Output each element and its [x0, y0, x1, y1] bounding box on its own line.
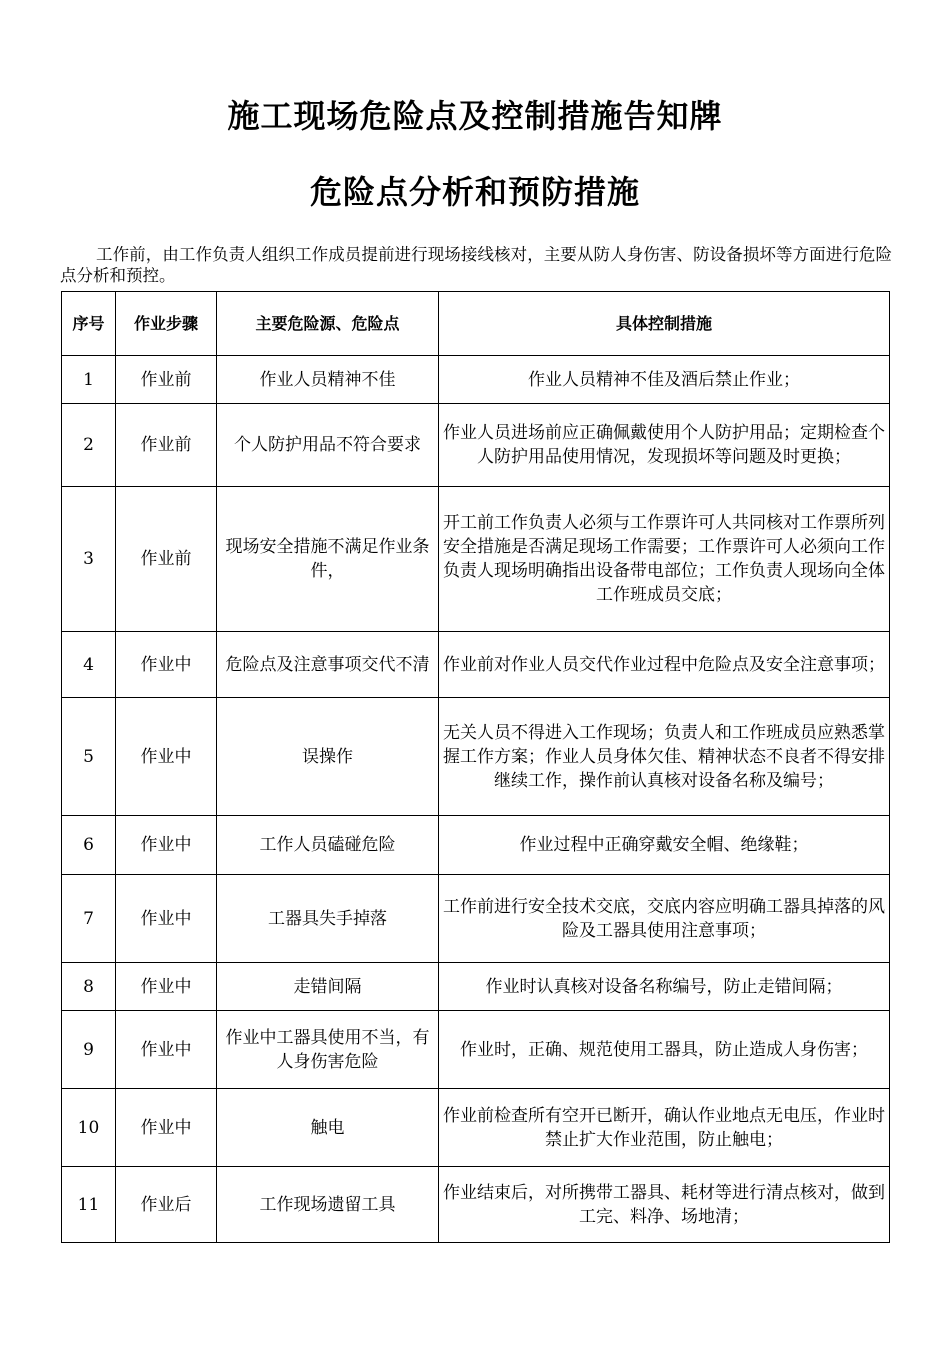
row-source: 作业人员精神不佳	[217, 356, 439, 404]
table-row	[62, 1089, 890, 1167]
row-measure: 作业过程中正确穿戴安全帽、绝缘鞋；	[439, 816, 890, 875]
row-measure: 作业前检查所有空开已断开，确认作业地点无电压，作业时禁止扩大作业范围，防止触电；	[439, 1089, 890, 1167]
row-measure: 作业结束后，对所携带工器具、耗材等进行清点核对，做到工完、料净、场地清；	[439, 1167, 890, 1243]
table-row	[62, 816, 890, 875]
row-no: 9	[62, 1011, 116, 1089]
table-row	[62, 404, 890, 487]
row-step: 作业后	[116, 1167, 217, 1243]
header-measure: 具体控制措施	[439, 292, 890, 356]
header-source: 主要危险源、危险点	[217, 292, 439, 356]
row-no: 1	[62, 356, 116, 404]
table-row	[62, 698, 890, 816]
row-measure: 作业人员精神不佳及酒后禁止作业；	[439, 356, 890, 404]
row-step: 作业前	[116, 356, 217, 404]
row-step: 作业中	[116, 963, 217, 1011]
row-source: 工作人员磕碰危险	[217, 816, 439, 875]
row-step: 作业中	[116, 816, 217, 875]
row-measure: 工作前进行安全技术交底，交底内容应明确工器具掉落的风险及工器具使用注意事项；	[439, 875, 890, 963]
table-row	[62, 1167, 890, 1243]
intro-paragraph: 工作前，由工作负责人组织工作成员提前进行现场接线核对，主要从防人身伤害、防设备损坏等方面进行危险点分析和预控。	[60, 245, 892, 285]
row-source: 工作现场遗留工具	[217, 1167, 439, 1243]
row-no: 4	[62, 632, 116, 698]
table-row	[62, 356, 890, 404]
header-no: 序号	[62, 292, 116, 356]
row-no: 11	[62, 1167, 116, 1243]
row-source: 危险点及注意事项交代不清	[217, 632, 439, 698]
row-step: 作业前	[116, 487, 217, 632]
row-step: 作业中	[116, 698, 217, 816]
row-measure: 作业前对作业人员交代作业过程中危险点及安全注意事项；	[439, 632, 890, 698]
table-row	[62, 963, 890, 1011]
row-source: 误操作	[217, 698, 439, 816]
row-source: 工器具失手掉落	[217, 875, 439, 963]
row-no: 3	[62, 487, 116, 632]
row-source: 走错间隔	[217, 963, 439, 1011]
row-no: 8	[62, 963, 116, 1011]
row-no: 10	[62, 1089, 116, 1167]
table-row	[62, 487, 890, 632]
row-source: 个人防护用品不符合要求	[217, 404, 439, 487]
row-no: 5	[62, 698, 116, 816]
row-measure: 作业时认真核对设备名称编号，防止走错间隔；	[439, 963, 890, 1011]
row-step: 作业中	[116, 1011, 217, 1089]
row-measure: 作业人员进场前应正确佩戴使用个人防护用品；定期检查个人防护用品使用情况，发现损坏等问题及时更换；	[439, 404, 890, 487]
table-row	[62, 1011, 890, 1089]
hazard-table	[61, 291, 890, 1243]
row-measure: 作业时，正确、规范使用工器具，防止造成人身伤害；	[439, 1011, 890, 1089]
table-header-row	[62, 292, 890, 356]
page-title: 施工现场危险点及控制措施告知牌	[227, 97, 723, 135]
row-no: 2	[62, 404, 116, 487]
row-step: 作业中	[116, 1089, 217, 1167]
header-step: 作业步骤	[116, 292, 217, 356]
row-measure: 开工前工作负责人必须与工作票许可人共同核对工作票所列安全措施是否满足现场工作需要；工作票许可人必须向工作负责人现场明确指出设备带电部位；工作负责人现场向全体工作班成员交底；	[439, 487, 890, 632]
row-step: 作业中	[116, 875, 217, 963]
row-source: 作业中工器具使用不当，有人身伤害危险	[217, 1011, 439, 1089]
row-no: 7	[62, 875, 116, 963]
row-source: 现场安全措施不满足作业条件，	[217, 487, 439, 632]
row-source: 触电	[217, 1089, 439, 1167]
table-row	[62, 632, 890, 698]
row-step: 作业前	[116, 404, 217, 487]
row-measure: 无关人员不得进入工作现场；负责人和工作班成员应熟悉掌握工作方案；作业人员身体欠佳、精神状态不良者不得安排继续工作，操作前认真核对设备名称及编号；	[439, 698, 890, 816]
table-row	[62, 875, 890, 963]
page-subtitle: 危险点分析和预防措施	[309, 173, 640, 211]
row-no: 6	[62, 816, 116, 875]
row-step: 作业中	[116, 632, 217, 698]
